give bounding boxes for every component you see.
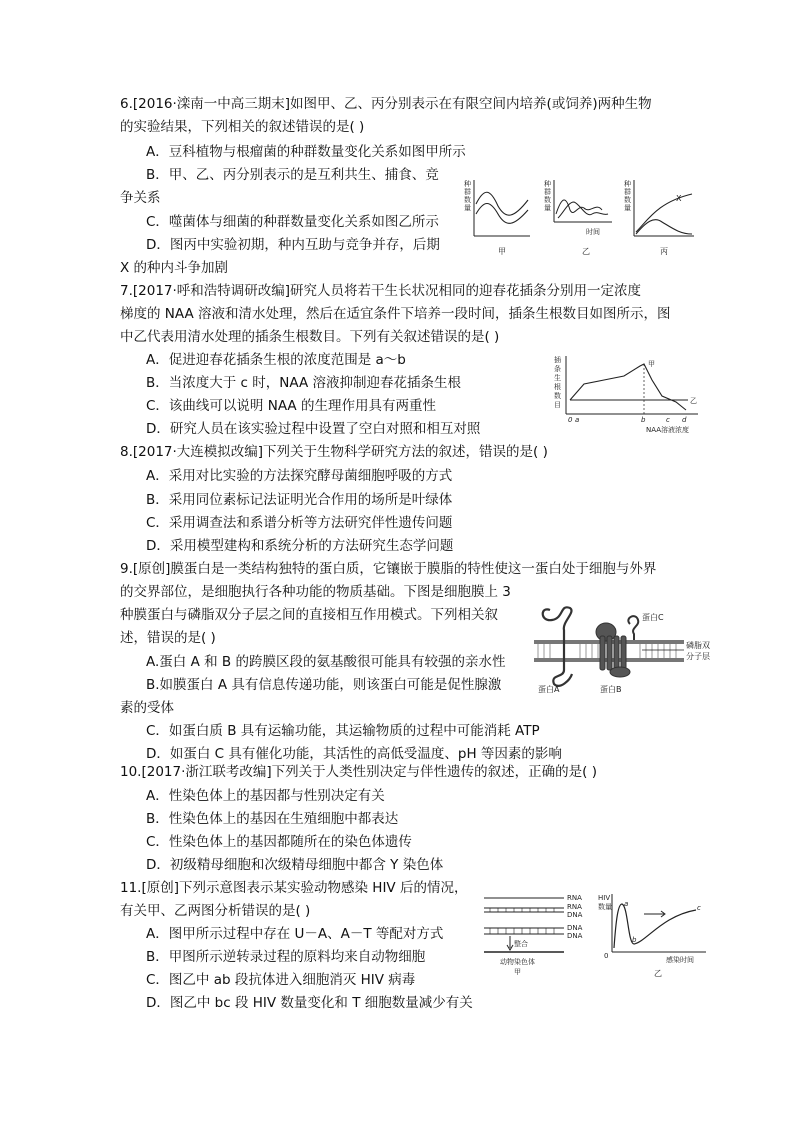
q8-option-b: B．采用同位素标记法证明光合作用的场所是叶绿体 — [146, 492, 453, 508]
q7-tick-0: 0 — [568, 416, 573, 424]
q6-jia-curve-1 — [476, 192, 528, 215]
q6-yi-xlabel: 时间 — [586, 228, 600, 236]
q7-option-d: D．研究人员在该实验过程中设置了空白对照和相互对照 — [146, 421, 481, 437]
q6-bing-ylabel-1: 种 — [624, 180, 631, 188]
q9-option-b-line2: 素的受体 — [120, 700, 174, 716]
q9-protein-b-shape — [596, 623, 630, 677]
q11-yi-point-c: c — [697, 904, 701, 912]
q7-ylabel-5: 数 — [554, 392, 561, 400]
q7-stem-line1: 7.[2017·呼和浩特调研改编]研究人员将若干生长状况相同的迎春花插条分别用一定浓度 — [120, 283, 642, 299]
q7-tick-c: c — [666, 416, 670, 424]
q6-jia-caption: 甲 — [498, 247, 506, 256]
q11-jia-label-rna-2: RNA — [567, 903, 582, 911]
q11-jia-label-dna-3: DNA — [567, 932, 583, 940]
q9-label-bilayer-1: 磷脂双 — [686, 641, 710, 650]
q9-option-a: A.蛋白 A 和 B 的跨膜区段的氨基酸很可能具有较强的亲水性 — [146, 654, 506, 670]
q6-bing-ylabel-4: 量 — [624, 204, 631, 212]
q7-ylabel-4: 根 — [554, 383, 561, 391]
q7-ylabel-3: 生 — [554, 374, 561, 382]
q6-jia-ylabel-1: 种 — [464, 180, 471, 188]
q7-stem-line3: 中乙代表用清水处理的插条生根数目。下列有关叙述错误的是( ) — [120, 329, 500, 345]
q6-yi-ylabel-2: 群 — [544, 188, 551, 196]
q11-option-d: D．图乙中 bc 段 HIV 数量变化和 T 细胞数量减少有关 — [146, 995, 473, 1011]
q11-stem-line1: 11.[原创]下列示意图表示某实验动物感染 HIV 后的情况， — [120, 880, 468, 896]
q6-yi-curve-2 — [558, 202, 608, 218]
q7-option-c: C．该曲线可以说明 NAA 的生理作用具有两重性 — [146, 398, 436, 414]
q8-option-d: D．采用模型建构和系统分析的方法研究生态学问题 — [146, 538, 454, 554]
q9-protein-a-shape — [543, 607, 572, 686]
q6-stem-line2: 的实验结果，下列相关的叙述错误的是( ) — [120, 119, 365, 135]
q7-figure-rooting-curve — [548, 352, 704, 436]
q7-label-jia: 甲 — [648, 360, 655, 368]
q7-ylabel-2: 条 — [554, 365, 561, 373]
q9-protein-c-shape — [628, 616, 638, 640]
q6-bing-ylabel-2: 群 — [624, 188, 631, 196]
q11-yi-ylabel-2: 数量 — [598, 903, 612, 911]
q9-stem-line3: 种膜蛋白与磷脂双分子层之间的直接相互作用模式。下列相关叙 — [120, 607, 498, 623]
q8-stem: 8.[2017·大连模拟改编]下列关于生物科学研究方法的叙述，错误的是( ) — [120, 444, 548, 460]
q11-yi-origin: 0 — [604, 952, 609, 960]
q11-option-c: C．图乙中 ab 段抗体进入细胞消灭 HIV 病毒 — [146, 972, 416, 988]
q7-xlabel: NAA溶液浓度 — [646, 426, 690, 434]
q11-jia-label-dna-1: DNA — [567, 911, 583, 919]
q9-stem-line4: 述，错误的是( ) — [120, 630, 216, 646]
q11-jia-label-rna-1: RNA — [567, 894, 582, 902]
q7-curve-jia — [570, 364, 686, 410]
q9-option-b-line1: B.如膜蛋白 A 具有信息传递功能，则该蛋白可能是促性腺激 — [146, 677, 502, 693]
q7-option-b: B．当浓度大于 c 时，NAA 溶液抑制迎春花插条生根 — [146, 375, 462, 391]
q9-figure-membrane-proteins — [530, 600, 720, 696]
q10-stem: 10.[2017·浙江联考改编]下列关于人类性别决定与伴性遗传的叙述，正确的是( ) — [120, 764, 597, 780]
q9-stem-line1: 9.[原创]膜蛋白是一类结构独特的蛋白质，它镶嵌于膜脂的特性使这一蛋白处于细胞与外界 — [120, 561, 657, 577]
q7-stem-line2: 梯度的 NAA 溶液和清水处理，然后在适宜条件下培养一段时间，插条生根数目如图所示，图 — [120, 306, 671, 322]
q11-stem-line2: 有关甲、乙两图分析错误的是( ) — [120, 903, 311, 919]
q11-figure-yi-hiv-curve — [596, 890, 712, 982]
q6-bing-ylabel-3: 数 — [624, 196, 631, 204]
q9-label-bilayer-2: 分子层 — [686, 652, 710, 661]
q7-tick-d: d — [682, 416, 687, 424]
q6-bing-curve-x — [636, 194, 692, 232]
q9-option-c: C．如蛋白质 B 具有运输功能，其运输物质的过程中可能消耗 ATP — [146, 723, 540, 739]
q10-option-a: A．性染色体上的基因都与性别决定有关 — [146, 788, 385, 804]
q9-option-d: D．如蛋白 C 具有催化功能，其活性的高低受温度、pH 等因素的影响 — [146, 746, 562, 762]
q11-yi-point-a: a — [624, 900, 629, 908]
q6-yi-ylabel-4: 量 — [544, 204, 551, 212]
q7-tick-a: a — [575, 416, 580, 424]
q6-bing-curve-other — [636, 220, 692, 234]
q11-jia-caption: 甲 — [514, 968, 521, 976]
q6-graph-bing — [624, 179, 694, 256]
q9-stem-line2: 的交界部位，是细胞执行各种功能的物质基础。下图是细胞膜上 3 — [120, 584, 511, 600]
q9-label-protein-c: 蛋白C — [642, 613, 664, 622]
q6-bing-caption: 丙 — [660, 247, 668, 256]
q11-yi-caption: 乙 — [654, 969, 662, 978]
q6-option-b-line1: B．甲、乙、丙分别表示的是互利共生、捕食、竞 — [146, 167, 439, 183]
q6-option-b-line2: 争关系 — [120, 190, 161, 206]
q6-yi-ylabel-3: 数 — [544, 196, 551, 204]
q7-ylabel-1: 插 — [554, 356, 561, 364]
q11-jia-label-integrate: 整合 — [514, 940, 528, 948]
q6-jia-ylabel-2: 群 — [464, 188, 471, 196]
q8-option-c: C．采用调查法和系谱分析等方法研究伴性遗传问题 — [146, 515, 453, 531]
q10-option-b: B．性染色体上的基因在生殖细胞中都表达 — [146, 811, 399, 827]
q9-label-protein-a: 蛋白A — [538, 685, 560, 694]
q6-figure-population-curves — [462, 174, 702, 264]
q6-jia-curve-2 — [476, 204, 528, 224]
q6-yi-caption: 乙 — [582, 247, 590, 256]
q11-yi-point-b: b — [632, 936, 637, 944]
q6-option-d-line1: D．图丙中实验初期，种内互助与竞争并存，后期 — [146, 237, 440, 253]
q11-figure-jia-reverse-transcription — [480, 890, 590, 980]
q8-option-a: A．采用对比实验的方法探究酵母菌细胞呼吸的方式 — [146, 468, 453, 484]
q10-option-d: D．初级精母细胞和次级精母细胞中都含 Y 染色体 — [146, 857, 444, 873]
q11-option-b: B．甲图所示逆转录过程的原料均来自动物细胞 — [146, 949, 426, 965]
q11-jia-label-dna-2: DNA — [567, 924, 583, 932]
q11-yi-curve — [614, 904, 696, 948]
q6-jia-ylabel-3: 数 — [464, 196, 471, 204]
q6-option-a: A．豆科植物与根瘤菌的种群数量变化关系如图甲所示 — [146, 144, 466, 160]
q6-jia-ylabel-4: 量 — [464, 204, 471, 212]
q7-option-a: A．促进迎春花插条生根的浓度范围是 a～b — [146, 352, 406, 368]
q6-option-d-line2: X 的种内斗争加剧 — [120, 260, 229, 276]
q11-option-a: A．图甲所示过程中存在 U－A、A－T 等配对方式 — [146, 926, 444, 942]
q7-tick-b: b — [641, 416, 646, 424]
q6-graph-jia — [464, 179, 530, 256]
q7-label-yi: 乙 — [690, 397, 697, 405]
q6-yi-ylabel-1: 种 — [544, 180, 551, 188]
q11-yi-xlabel: 感染时间 — [666, 956, 694, 964]
q6-bing-label-x: X — [676, 194, 682, 203]
q7-ylabel-6: 目 — [554, 401, 561, 409]
q11-yi-ylabel-1: HIV — [598, 894, 611, 902]
q11-jia-label-chromosome: 动物染色体 — [500, 958, 535, 966]
q10-option-c: C．性染色体上的基因都随所在的染色体遗传 — [146, 834, 412, 850]
q6-graph-yi — [544, 179, 612, 256]
q6-option-c: C．噬菌体与细菌的种群数量变化关系如图乙所示 — [146, 214, 439, 230]
q6-stem-line1: 6.[2016·滦南一中高三期末]如图甲、乙、丙分别表示在有限空间内培养(或饲养)两种生物 — [120, 96, 652, 112]
q9-label-protein-b: 蛋白B — [600, 685, 622, 694]
